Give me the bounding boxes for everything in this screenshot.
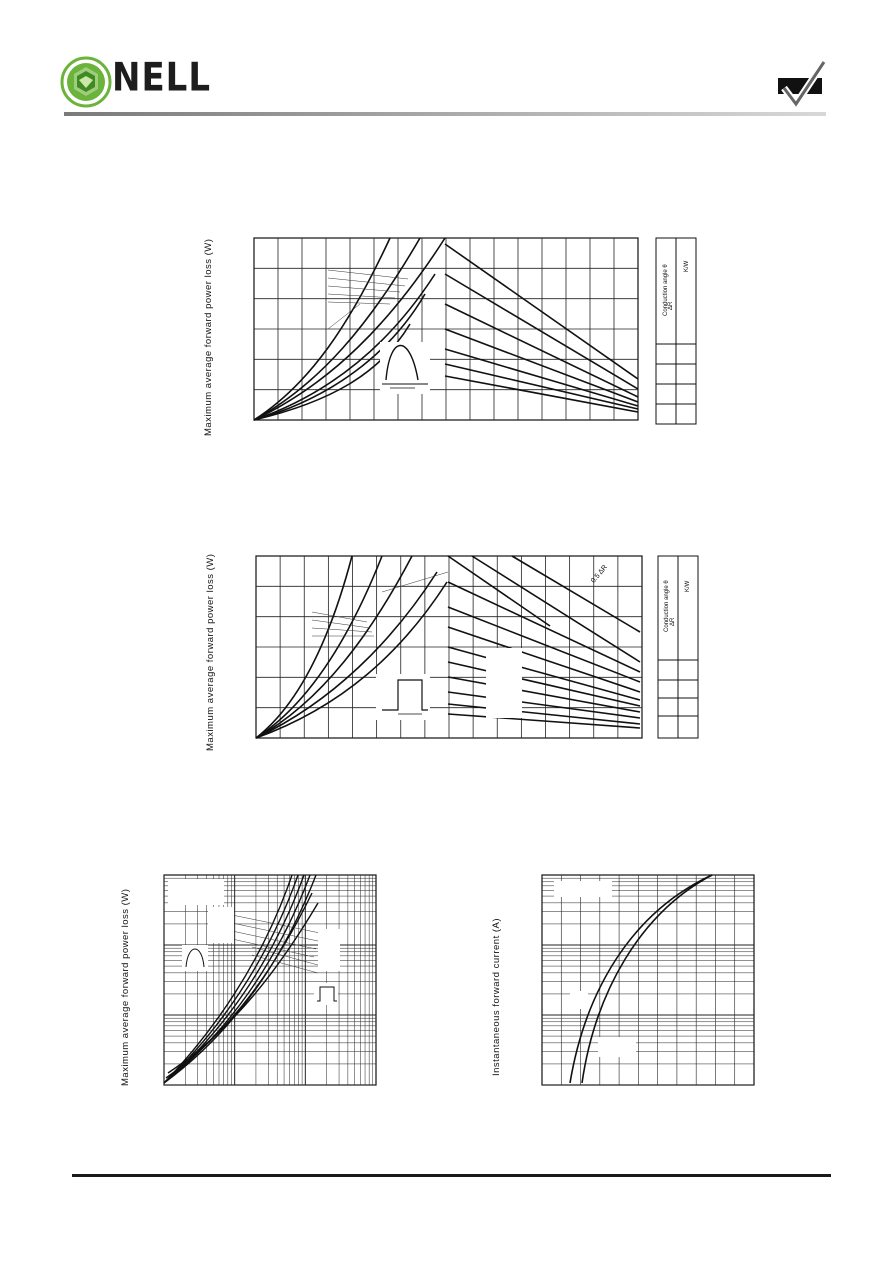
- header-rule: [64, 112, 826, 116]
- chart4: [540, 873, 758, 1087]
- chart1-table: [656, 238, 696, 424]
- chart2-table-header: Conduction angle θ: [664, 580, 670, 632]
- chart2-annotation: 0.5 ΔR: [590, 563, 609, 585]
- chart3-waveform-icon: [182, 945, 208, 971]
- checkmark-badge: [776, 58, 828, 108]
- chart1-waveform-icon: [380, 342, 430, 394]
- chart1-leaders: [328, 270, 408, 329]
- chart3-rect-icon: [314, 983, 338, 1005]
- chart1-ylabel: Maximum average forward power loss (W): [203, 238, 214, 436]
- chart2-thermal-lines: [448, 556, 640, 728]
- chart2-rectangular-waveform-icon: [376, 674, 430, 720]
- chart1-table-header: Conduction angle θ: [663, 264, 669, 316]
- chart3: [162, 873, 380, 1087]
- chart4-ylabel: Instantaneous forward current (A): [491, 917, 502, 1076]
- checkmark-icon: [776, 58, 828, 108]
- chart2-table-col2: K/W: [685, 580, 691, 592]
- footer-rule: [72, 1174, 831, 1177]
- chart2-leaders: [312, 572, 448, 636]
- brand-name: NELL: [112, 55, 212, 101]
- chart1: [250, 234, 700, 426]
- nell-logo: [60, 56, 112, 108]
- chart1-thermal-lines: [445, 244, 638, 412]
- chart1-table-col1: ΔR: [668, 301, 674, 310]
- chart2-table-col1: ΔR: [670, 617, 676, 626]
- nell-hexagon-logo-icon: [60, 56, 112, 108]
- plot-frame: [542, 875, 754, 1085]
- chart1-table-col2: K/W: [684, 260, 690, 272]
- chart3-ylabel: Maximum average forward power loss (W): [120, 888, 131, 1086]
- chart2: [252, 552, 702, 742]
- chart4-grid: [542, 875, 754, 1085]
- chart2-ylabel: Maximum average forward power loss (W): [205, 553, 216, 751]
